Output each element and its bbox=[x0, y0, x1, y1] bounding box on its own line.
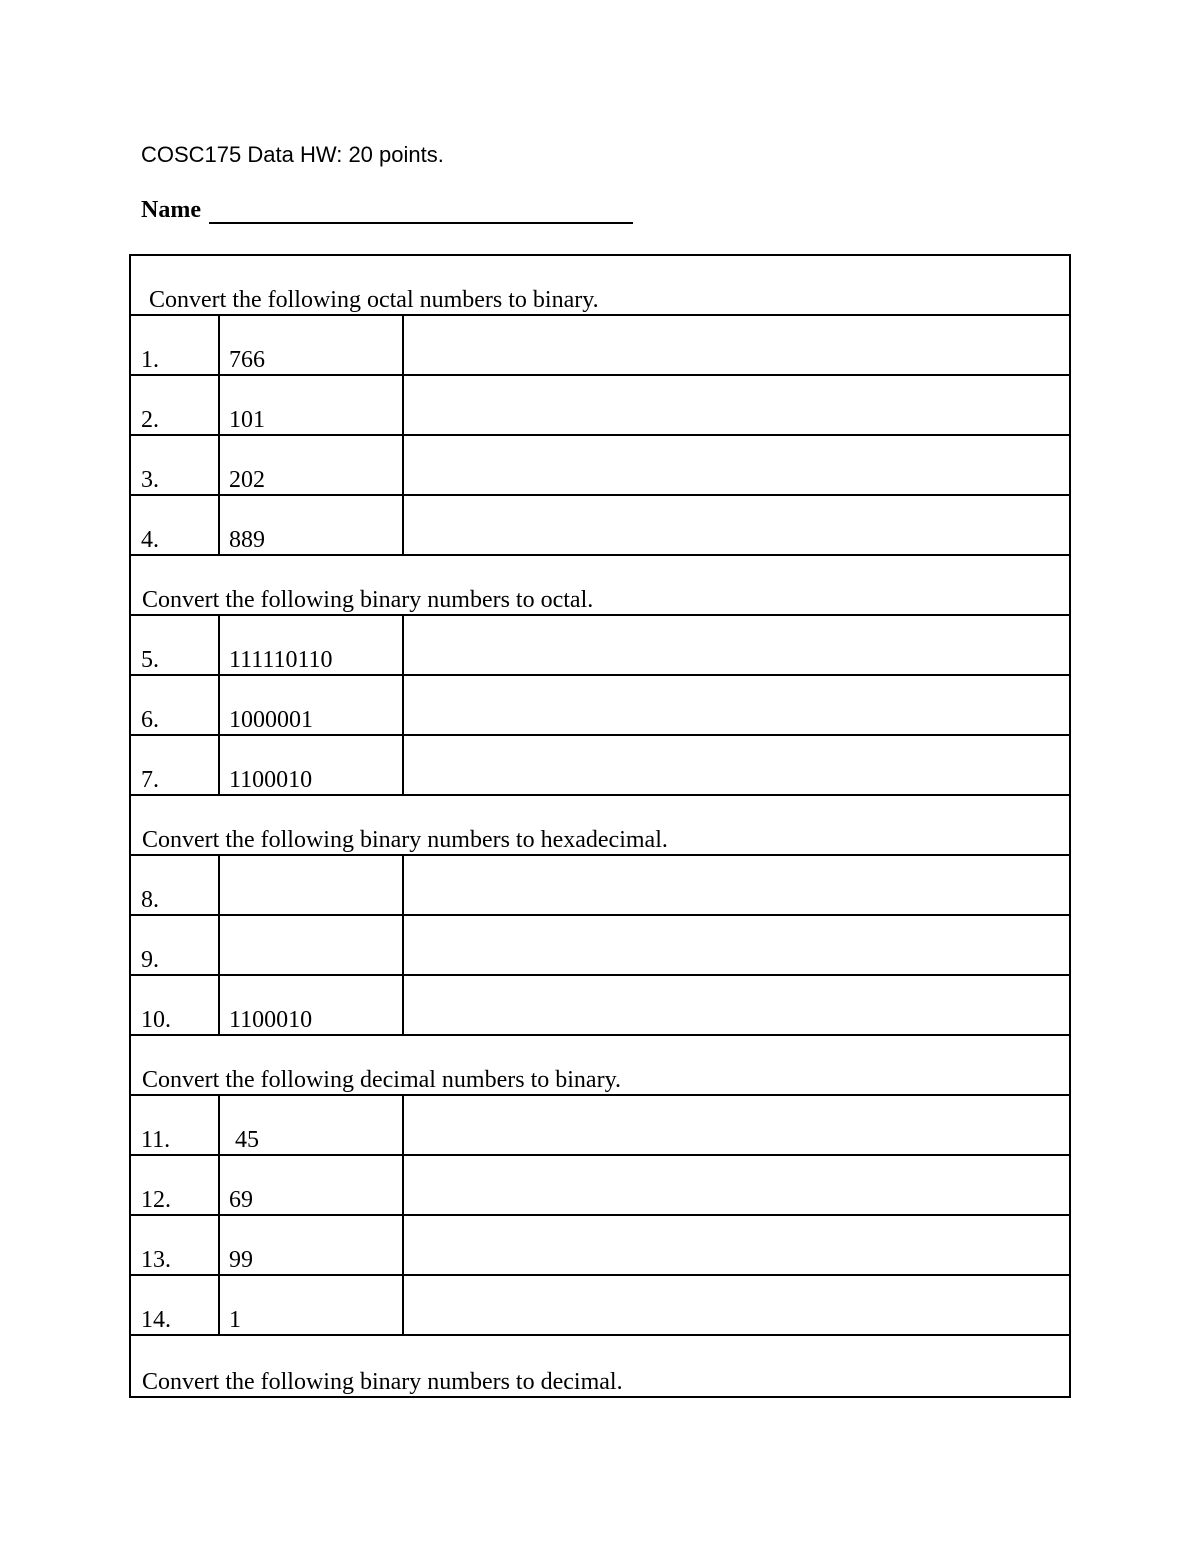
question-number: 4. bbox=[141, 527, 159, 553]
answer-cell[interactable] bbox=[404, 676, 1069, 734]
answer-cell[interactable] bbox=[404, 616, 1069, 674]
question-value-cell bbox=[220, 916, 404, 974]
question-value-cell bbox=[220, 1156, 404, 1214]
table-row bbox=[131, 496, 1069, 556]
question-value: 111110110 bbox=[229, 647, 333, 673]
question-value-cell bbox=[220, 436, 404, 494]
question-value-cell bbox=[220, 616, 404, 674]
question-value-cell bbox=[220, 1276, 404, 1334]
question-number-cell bbox=[131, 616, 220, 674]
answer-cell[interactable] bbox=[404, 1276, 1069, 1334]
question-value-cell bbox=[220, 1096, 404, 1154]
question-value: 1100010 bbox=[229, 767, 313, 793]
question-number-cell bbox=[131, 436, 220, 494]
question-number-cell bbox=[131, 496, 220, 554]
question-value-cell bbox=[220, 856, 404, 914]
question-value: 1100010 bbox=[229, 1007, 313, 1033]
document-title: COSC175 Data HW: 20 points. bbox=[141, 142, 444, 167]
question-value: 69 bbox=[229, 1187, 253, 1213]
name-field-row bbox=[141, 196, 633, 224]
question-value: 766 bbox=[229, 347, 265, 373]
question-value: 1000001 bbox=[229, 707, 313, 733]
question-value-cell bbox=[220, 676, 404, 734]
question-number-cell bbox=[131, 736, 220, 794]
section-header-binary-to-decimal bbox=[131, 1336, 1069, 1396]
answer-cell[interactable] bbox=[404, 736, 1069, 794]
section-instruction: Convert the following decimal numbers to binary. bbox=[142, 1067, 622, 1093]
table-row bbox=[131, 1156, 1069, 1216]
question-number-cell bbox=[131, 916, 220, 974]
question-number: 2. bbox=[141, 407, 159, 433]
table-row bbox=[131, 976, 1069, 1036]
name-label: Name bbox=[141, 197, 201, 223]
question-value-cell bbox=[220, 316, 404, 374]
table-row bbox=[131, 436, 1069, 496]
table-row bbox=[131, 1096, 1069, 1156]
question-number: 7. bbox=[141, 767, 159, 793]
question-number-cell bbox=[131, 376, 220, 434]
question-number: 10. bbox=[141, 1007, 171, 1033]
section-instruction: Convert the following binary numbers to octal. bbox=[142, 587, 594, 613]
section-header-octal-to-binary bbox=[131, 256, 1069, 316]
answer-cell[interactable] bbox=[404, 1156, 1069, 1214]
section-header-binary-to-octal bbox=[131, 556, 1069, 616]
table-row bbox=[131, 916, 1069, 976]
answer-cell[interactable] bbox=[404, 1096, 1069, 1154]
question-number: 11. bbox=[141, 1127, 171, 1153]
table-row bbox=[131, 676, 1069, 736]
section-instruction: Convert the following octal numbers to binary. bbox=[149, 287, 599, 313]
worksheet-table bbox=[129, 254, 1071, 1398]
answer-cell[interactable] bbox=[404, 976, 1069, 1034]
table-row bbox=[131, 376, 1069, 436]
question-value: 1 bbox=[229, 1307, 241, 1333]
question-value: 889 bbox=[229, 527, 265, 553]
answer-cell[interactable] bbox=[404, 376, 1069, 434]
table-row bbox=[131, 1216, 1069, 1276]
question-value-cell bbox=[220, 1216, 404, 1274]
section-header-binary-to-hexadecimal bbox=[131, 796, 1069, 856]
question-number: 12. bbox=[141, 1187, 171, 1213]
question-number-cell bbox=[131, 1156, 220, 1214]
section-instruction: Convert the following binary numbers to hexadecimal. bbox=[142, 827, 668, 853]
section-header-decimal-to-binary bbox=[131, 1036, 1069, 1096]
question-value-cell bbox=[220, 976, 404, 1034]
table-row bbox=[131, 856, 1069, 916]
question-value-cell bbox=[220, 736, 404, 794]
question-number-cell bbox=[131, 1216, 220, 1274]
question-number-cell bbox=[131, 856, 220, 914]
table-row bbox=[131, 316, 1069, 376]
question-number: 6. bbox=[141, 707, 159, 733]
table-row bbox=[131, 616, 1069, 676]
answer-cell[interactable] bbox=[404, 496, 1069, 554]
question-number-cell bbox=[131, 316, 220, 374]
section-instruction: Convert the following binary numbers to decimal. bbox=[142, 1369, 623, 1395]
question-value: 99 bbox=[229, 1247, 253, 1273]
answer-cell[interactable] bbox=[404, 916, 1069, 974]
question-number: 9. bbox=[141, 947, 159, 973]
question-number: 1. bbox=[141, 347, 159, 373]
question-value: 202 bbox=[229, 467, 265, 493]
answer-cell[interactable] bbox=[404, 316, 1069, 374]
question-value-cell bbox=[220, 376, 404, 434]
answer-cell[interactable] bbox=[404, 436, 1069, 494]
question-number: 13. bbox=[141, 1247, 171, 1273]
question-number: 5. bbox=[141, 647, 159, 673]
question-value: 101 bbox=[229, 407, 265, 433]
table-row bbox=[131, 1276, 1069, 1336]
question-number: 14. bbox=[141, 1307, 171, 1333]
question-number-cell bbox=[131, 1096, 220, 1154]
question-value: 45 bbox=[229, 1127, 259, 1153]
table-row bbox=[131, 736, 1069, 796]
question-number-cell bbox=[131, 976, 220, 1034]
name-blank-line[interactable] bbox=[209, 196, 633, 224]
answer-cell[interactable] bbox=[404, 856, 1069, 914]
question-number: 8. bbox=[141, 887, 159, 913]
question-number: 3. bbox=[141, 467, 159, 493]
question-number-cell bbox=[131, 676, 220, 734]
question-value-cell bbox=[220, 496, 404, 554]
question-number-cell bbox=[131, 1276, 220, 1334]
answer-cell[interactable] bbox=[404, 1216, 1069, 1274]
